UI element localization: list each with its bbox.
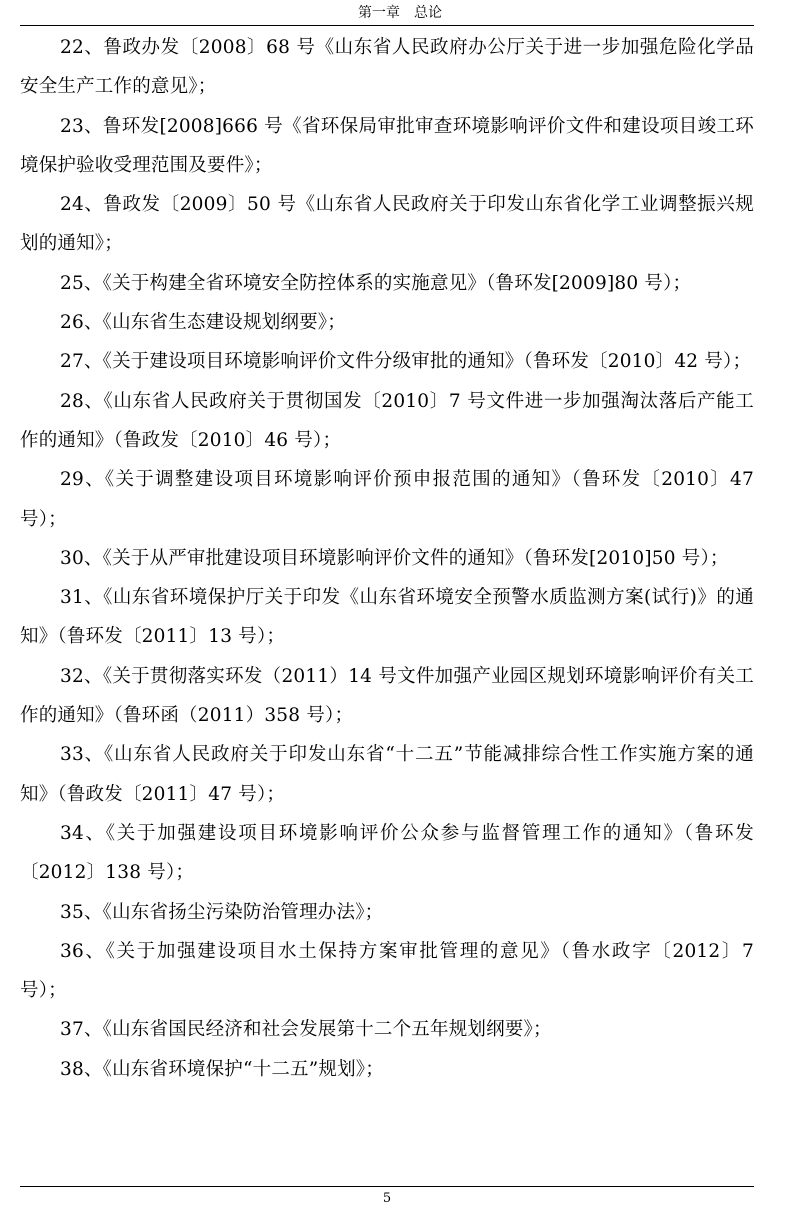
list-item: 34、《关于加强建设项目环境影响评价公众参与监督管理工作的通知》（鲁环发〔2012〕138 号）；	[20, 822, 754, 884]
list-item: 23、鲁环发[2008]666 号《省环保局审批审查环境影响评价文件和建设项目竣工环境保护验收受理范围及要件》；	[20, 115, 754, 176]
header-divider	[20, 25, 754, 26]
list-item: 38、《山东省环境保护“十二五”规划》；	[60, 1058, 384, 1080]
list-item: 36、《关于加强建设项目水土保持方案审批管理的意见》（鲁水政字〔2012〕7 号）；	[20, 940, 754, 1002]
list-item: 22、鲁政办发〔2008〕68 号《山东省人民政府办公厅关于进一步加强危险化学品安全生产工作的意见》；	[20, 37, 754, 98]
list-item: 26、《山东省生态建设规划纲要》；	[60, 312, 346, 334]
list-item: 29、《关于调整建设项目环境影响评价预申报范围的通知》（鲁环发〔2010〕47 号）；	[20, 469, 754, 530]
list-item: 30、《关于从严审批建设项目环境影响评价文件的通知》（鲁环发[2010]50 号）；	[60, 547, 729, 569]
list-item: 32、《关于贯彻落实环发（2011）14 号文件加强产业园区规划环境影响评价有关工作的通知》（鲁环函（2011）358 号）；	[20, 665, 754, 727]
list-item: 31、《山东省环境保护厅关于印发《山东省环境安全预警水质监测方案(试行)》的通知》（鲁环发〔2011〕13 号）；	[20, 587, 754, 648]
list-item: 28、《山东省人民政府关于贯彻国发〔2010〕7 号文件进一步加强淘汰落后产能工作的通知》（鲁政发〔2010〕46 号）；	[20, 390, 754, 451]
list-item: 27、《关于建设项目环境影响评价文件分级审批的通知》（鲁环发〔2010〕42 号）；	[60, 351, 752, 373]
list-item: 37、《山东省国民经济和社会发展第十二个五年规划纲要》；	[60, 1019, 552, 1041]
page-number: 5	[382, 1191, 392, 1206]
regulation-list	[20, 28, 754, 1089]
list-item: 25、《关于构建全省环境安全防控体系的实施意见》（鲁环发[2009]80 号）；	[60, 272, 692, 294]
list-item: 24、鲁政发〔2009〕50 号《山东省人民政府关于印发山东省化学工业调整振兴规划的通知》；	[20, 194, 754, 255]
footer-divider	[20, 1186, 754, 1187]
list-item: 35、《山东省扬尘污染防治管理办法》；	[60, 901, 384, 923]
running-header: 第一章 总论	[358, 5, 442, 21]
list-item: 33、《山东省人民政府关于印发山东省“十二五”节能减排综合性工作实施方案的通知》（鲁政发〔2011〕47 号）；	[20, 744, 754, 805]
